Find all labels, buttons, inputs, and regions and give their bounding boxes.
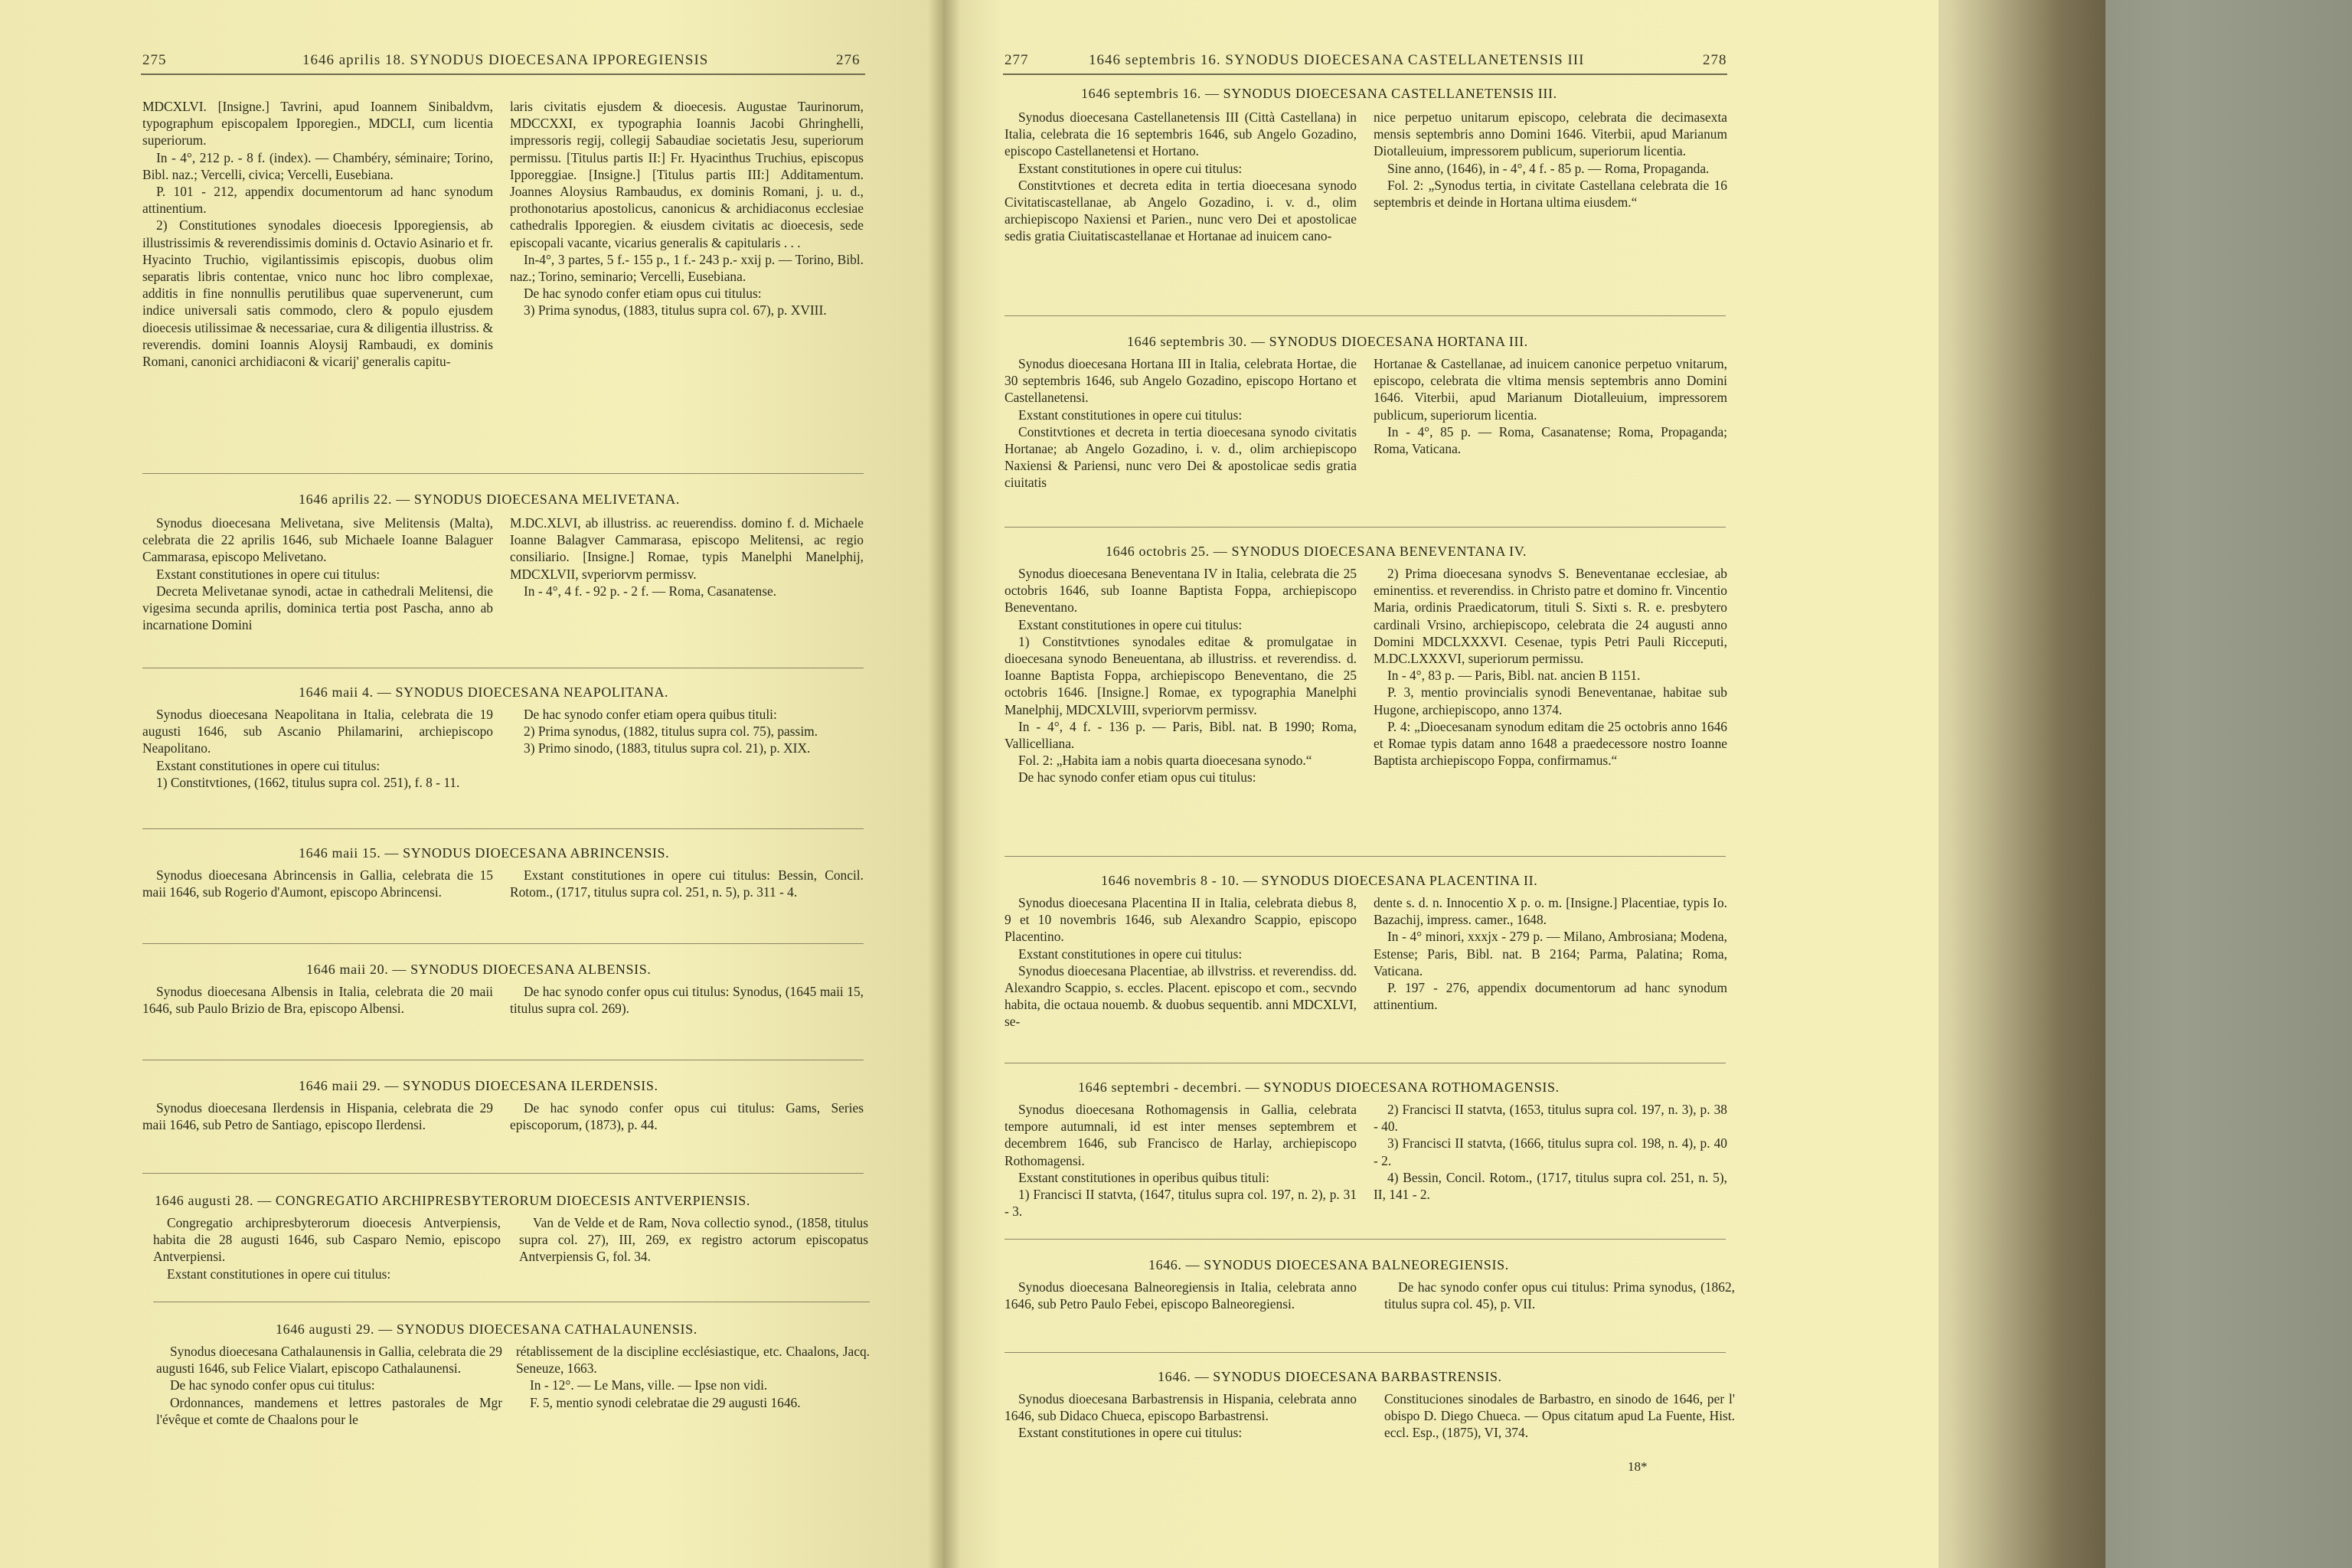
section-heading: 1646 novembris 8 - 10. — SYNODUS DIOECESANA PLACENTINA II.	[1101, 873, 1538, 888]
paragraph: P. 3, mentio provincialis synodi Beneventanae, habitae sub Hugone, archiepiscopo, anno 1374.	[1374, 684, 1727, 717]
section-column-1	[142, 867, 493, 900]
section-rule	[1004, 1352, 1726, 1353]
section-column-2	[510, 1099, 864, 1133]
section-rule	[1004, 527, 1726, 528]
section-column-2	[1374, 109, 1727, 211]
paragraph: Synodus dioecesana Abrincensis in Gallia, celebrata die 15 maii 1646, sub Rogerio d'Aumont, episcopo Abrincensi.	[142, 867, 493, 900]
paragraph: F. 5, mentio synodi celebratae die 29 augusti 1646.	[530, 1394, 801, 1410]
paragraph: 1) Constitvtiones synodales editae & promulgatae in dioecesana synodo Beneuentana, ab illustriss. et reverendiss. d. Ioanne Baptista Foppa, archiepiscopo Beneventano, die 25 octobris 1646. [Insigne.] Romae, ex typographia Manelphi Manelphij, MDCXLVIII, svperiorvm permissv.	[1004, 633, 1357, 717]
paragraph: Synodus dioecesana Ilerdensis in Hispania, celebrata die 29 maii 1646, sub Petro de Santiago, episcopo Ilerdensi.	[142, 1100, 493, 1133]
paragraph: Decreta Melivetanae synodi, actae in cathedrali Melitensi, die vigesima secunda aprilis, dominica tertia post Pascha, anno ab incarnatione Domini	[142, 583, 493, 633]
paragraph: P. 101 - 212, appendix documentorum ad hanc synodum attinentium.	[142, 184, 493, 217]
paragraph: 3) Francisci II statvta, (1666, titulus supra col. 198, n. 4), p. 40 - 2.	[1374, 1135, 1727, 1168]
paragraph: Fol. 2: „Habita iam a nobis quarta dioecesana synodo.“	[1018, 753, 1312, 769]
section-heading: 1646 maii 4. — SYNODUS DIOECESANA NEAPOLITANA.	[299, 684, 669, 700]
paragraph: In - 4°, 4 f. - 136 p. — Paris, Bibl. nat. B 1990; Roma, Vallicelliana.	[1004, 718, 1357, 752]
section-rule	[142, 1173, 864, 1174]
section-column-1	[1004, 355, 1357, 492]
paragraph: Synodus dioecesana Albensis in Italia, celebrata die 20 maii 1646, sub Paulo Brizio de Bra, episcopo Albensi.	[142, 984, 493, 1017]
paragraph: Exstant constitutiones in opere cui titulus:	[167, 1266, 391, 1282]
paragraph: In - 4°, 85 p. — Roma, Casanatense; Roma, Propaganda; Roma, Vaticana.	[1374, 423, 1727, 457]
section-column-2	[1384, 1390, 1735, 1442]
section-column-2	[510, 706, 864, 757]
intro-column-1	[142, 98, 493, 370]
section-column-2	[1374, 565, 1727, 769]
paragraph: Constitvtiones et decreta edita in tertia dioecesana synodo Civitatiscastellanae, ab Angelo Gozadino, i. v. d., olim archiepiscopo Naxiensi et Parien., nunc vero Dei et apostolicae sedis gratia Ciuitatiscastellanae et Hortanae ad inuicem cano-	[1004, 177, 1357, 244]
paragraph: Hortanae & Castellanae, ad inuicem canonice perpetuo vnitarum, episcopo, celebrata die vltima mensis septembris anno Domini 1646. Viterbii, apud Marianum Diotalleuium, impressorem publicum, superiorum licentia.	[1374, 356, 1727, 423]
paragraph: De hac synodo confer etiam opera quibus tituli:	[524, 707, 777, 722]
paragraph: Exstant constitutiones in opere cui titulus:	[1018, 616, 1243, 632]
section-column-1	[1004, 109, 1357, 245]
paragraph: De hac synodo confer opus cui titulus: Prima synodus, (1862, titulus supra col. 45), p. VII.	[1384, 1279, 1735, 1312]
paragraph: Synodus dioecesana Balneoregiensis in Italia, celebrata anno 1646, sub Petro Paulo Febei, episcopo Balneoregiensi.	[1004, 1279, 1357, 1312]
paragraph: MDCXLVI. [Insigne.] Tavrini, apud Ioannem Sinibaldvm, typographum episcopalem Ipporegien., MDCLI, cum licentia superiorum.	[142, 99, 493, 149]
paragraph: In - 4°, 4 f. - 92 p. - 2 f. — Roma, Casanatense.	[524, 583, 777, 599]
section-column-2	[519, 1214, 868, 1266]
section-column-2	[1374, 355, 1727, 457]
paragraph: Synodus dioecesana Beneventana IV in Italia, celebrata die 25 octobris 1646, sub Ioanne Baptista Foppa, archiepiscopo Beneventano.	[1004, 566, 1357, 616]
left-page	[0, 0, 943, 1568]
section-column-2	[1384, 1279, 1735, 1312]
section-column-2	[516, 1343, 870, 1411]
paragraph: Sine anno, (1646), in - 4°, 4 f. - 85 p. — Roma, Propaganda.	[1387, 160, 1710, 176]
paragraph: 3) Primo sinodo, (1883, titulus supra col. 21), p. XIX.	[524, 740, 811, 756]
page-number-275: 275	[142, 52, 167, 68]
section-column-2	[510, 514, 864, 599]
header-rule	[141, 74, 865, 75]
paragraph: Synodus dioecesana Neapolitana in Italia, celebrata die 19 augusti 1646, sub Ascanio Philamarini, archiepiscopo Neapolitano.	[142, 707, 493, 756]
paragraph: In - 12°. — Le Mans, ville. — Ipse non vidi.	[530, 1377, 768, 1393]
paragraph: 2) Prima dioecesana synodvs S. Beneventanae ecclesiae, ab eminentiss. et reverendiss. in Christo patre et domino fr. Vincentio Maria, ordinis Praedicatorum, tituli S. Sixti s. R. e. presbytero cardinali Vrsino, archiepiscopo, celebrata die 24 augusti anno Domini MDCLXXXVI. Cesenae, typis Petri Pauli Ricceputi, M.DC.LXXXVI, superiorum permissu.	[1374, 566, 1727, 667]
paragraph: 1) Constitvtiones, (1662, titulus supra col. 251), f. 8 - 11.	[156, 774, 460, 790]
section-heading: 1646 octobris 25. — SYNODUS DIOECESANA BENEVENTANA IV.	[1106, 544, 1527, 559]
paragraph: Synodus dioecesana Cathalaunensis in Gallia, celebrata die 29 augusti 1646, sub Felice Vialart, episcopo Cathalaunensi.	[156, 1344, 502, 1377]
paragraph: Constitvtiones et decreta in tertia dioecesana synodo civitatis Hortanae; ab Angelo Gozadino, i. v. d., olim archiepiscopo Naxiensi & Pariensi, nunc vero Dei & apostolicae sedis gratia ciuitatis	[1004, 423, 1357, 491]
section-column-1	[1004, 1279, 1357, 1312]
paragraph: dente s. d. n. Innocentio X p. o. m. [Insigne.] Placentiae, typis Io. Bazachij, impress. camer., 1648.	[1374, 895, 1727, 928]
paragraph: Synodus dioecesana Hortana III in Italia, celebrata Hortae, die 30 septembris 1646, sub Angelo Gozadino, episcopo Hortano et Castellanetensi.	[1004, 356, 1357, 406]
paragraph: 2) Constitutiones synodales dioecesis Ipporegiensis, ab illustrissimis & reverendissimis dominis d. Octavio Asinario et fr. Hyacinto Truchio, vigilantissimis episcopis, duobus olim separatis libris contentae, vnico nunc hoc libro complexae, additis in fine nonnullis perutilibus quae supervenerunt, cum indice universali satis commodo, clero & populo ejusdem dioecesis utilissimae & necessariae, cura & diligentia illustriss. & reverendis. domini Ioannis Aloysij Rambaudi, ex dominis Romani, canonici archidiaconi & vicarij' generalis capitu-	[142, 217, 493, 370]
section-heading: 1646 septembri - decembri. — SYNODUS DIOECESANA ROTHOMAGENSIS.	[1078, 1080, 1560, 1095]
section-heading: 1646 septembris 16. — SYNODUS DIOECESANA CASTELLANETENSIS III.	[1081, 86, 1557, 101]
section-rule	[1004, 315, 1726, 316]
signature-mark: 18*	[1628, 1459, 1648, 1474]
paragraph: rétablissement de la discipline ecclésiastique, etc. Chaalons, Jacq. Seneuze, 1663.	[516, 1344, 870, 1377]
paragraph: laris civitatis ejusdem & dioecesis. Augustae Taurinorum, MDCCXXI, ex typographia Ioannis Jacobi Ghringhelli, impressoris regij, collegij Sabaudiae societatis Jesu, superiorum permissu. [Titulus partis II:] Fr. Hyacinthus Truchius, episcopus Ipporeggiae. [Insigne.] [Titulus partis III:] Additamentum. Joannes Aloysius Rambaudus, ex dominis Romani, j. u. d., prothonotarius apostolicus, canonicus & archidiaconus ecclesiae cathedralis Ipporegien. & eiusdem civitatis ac dioecesis, sede episcopali vacante, vicarius generalis & capitularis . . .	[510, 99, 864, 250]
page-number-277: 277	[1004, 52, 1029, 68]
paragraph: Exstant constitutiones in opere cui titulus:	[1018, 946, 1243, 962]
section-column-1	[142, 1099, 493, 1133]
paragraph: Exstant constitutiones in opere cui titulus: Bessin, Concil. Rotom., (1717, titulus supra col. 251, n. 5), p. 311 - 4.	[510, 867, 864, 900]
paragraph: Synodus dioecesana Placentina II in Italia, celebrata diebus 8, 9 et 10 novembris 1646, sub Alexandro Scappio, episcopo Placentino.	[1004, 895, 1357, 945]
header-rule	[1003, 74, 1727, 75]
paragraph: M.DC.XLVI, ab illustriss. ac reuerendiss. domino f. d. Michaele Ioanne Balagver Cammarasa, episcopo Melitensi, ac regio consiliario. [Insigne.] Romae, typis Manelphi Manelphij, MDCXLVII, svperiorvm permissv.	[510, 515, 864, 582]
paragraph: Van de Velde et de Ram, Nova collectio synod., (1858, titulus supra col. 27), III, 269, ex registro actorum episcopatus Antverpiensis G, fol. 34.	[519, 1215, 868, 1265]
section-column-1	[1004, 1390, 1357, 1442]
section-column-1	[1004, 565, 1357, 786]
section-heading: 1646 augusti 29. — SYNODUS DIOECESANA CATHALAUNENSIS.	[276, 1321, 697, 1337]
paragraph: Exstant constitutiones in operibus quibus tituli:	[1018, 1169, 1269, 1185]
running-title-right: 1646 septembris 16. SYNODUS DIOECESANA CASTELLANETENSIS III	[1089, 52, 1585, 68]
section-rule	[142, 828, 864, 829]
section-heading: 1646 septembris 30. — SYNODUS DIOECESANA HORTANA III.	[1127, 334, 1528, 349]
paragraph: Ordonnances, mandemens et lettres pastorales de Mgr l'évêque et comte de Chaalons pour le	[156, 1394, 502, 1427]
paragraph: P. 4: „Dioecesanam synodum editam die 25 octobris anno 1646 et Romae typis datam anno 1648 a praedecessore nostro Ioanne Baptista archiepiscopo Foppa, confirmamus.“	[1374, 718, 1727, 769]
book-gutter	[928, 0, 960, 1568]
paragraph: Synodus dioecesana Placentiae, ab illvstriss. et reverendiss. dd. Alexandro Scappio, s. eccles. Placent. episcopo et com., secvndo habita, die octaua nouemb. & duobus sequentib. anni MDCXLVI, se-	[1004, 962, 1357, 1030]
paragraph: De hac synodo confer etiam opus cui titulus:	[1018, 769, 1256, 786]
intro-column-2	[510, 98, 864, 319]
section-heading: 1646. — SYNODUS DIOECESANA BARBASTRENSIS.	[1158, 1369, 1502, 1384]
section-rule	[1004, 856, 1726, 857]
paragraph: 1) Francisci II statvta, (1647, titulus supra col. 197, n. 2), p. 31 - 3.	[1004, 1187, 1357, 1220]
section-column-1	[142, 514, 493, 633]
section-heading: 1646. — SYNODUS DIOECESANA BALNEOREGIENSIS.	[1148, 1257, 1509, 1272]
section-heading: 1646 maii 29. — SYNODUS DIOECESANA ILERDENSIS.	[299, 1078, 658, 1093]
paragraph: P. 197 - 276, appendix documentorum ad hanc synodum attinentium.	[1374, 980, 1727, 1013]
paragraph: Exstant constitutiones in opere cui titulus:	[1018, 407, 1243, 423]
paragraph: Constituciones sinodales de Barbastro, en sinodo de 1646, per l' obispo D. Diego Chueca. — Opus citatum apud La Fuente, Hist. eccl. Esp., (1875), VI, 374.	[1384, 1391, 1735, 1441]
section-heading: 1646 aprilis 22. — SYNODUS DIOECESANA MELIVETANA.	[299, 492, 680, 507]
section-rule	[1004, 1239, 1726, 1240]
section-column-2	[510, 867, 864, 900]
section-column-1	[156, 1343, 502, 1428]
section-column-1	[153, 1214, 501, 1282]
paragraph: Exstant constitutiones in opere cui titulus:	[156, 757, 381, 773]
paragraph: In - 4° minori, xxxjx - 279 p. — Milano, Ambrosiana; Modena, Estense; Paris, Bibl. nat. B 2164; Parma, Palatina; Roma, Vaticana.	[1374, 929, 1727, 978]
section-heading: 1646 augusti 28. — CONGREGATIO ARCHIPRESBYTERORUM DIOECESIS ANTVERPIENSIS.	[155, 1193, 750, 1208]
section-column-1	[1004, 1101, 1357, 1220]
right-page	[943, 0, 1939, 1568]
page-number-276: 276	[836, 52, 861, 68]
page-number-278: 278	[1703, 52, 1727, 68]
paragraph: In - 4°, 212 p. - 8 f. (index). — Chambéry, séminaire; Torino, Bibl. naz.; Vercelli, civica; Vercelli, Eusebiana.	[142, 149, 493, 182]
section-column-2	[1374, 894, 1727, 1013]
section-column-1	[142, 983, 493, 1017]
section-rule	[142, 943, 864, 944]
section-heading: 1646 maii 20. — SYNODUS DIOECESANA ALBENSIS.	[306, 962, 652, 977]
paragraph: 2) Prima synodus, (1882, titulus supra col. 75), passim.	[524, 724, 818, 740]
section-column-2	[510, 983, 864, 1017]
paragraph: In-4°, 3 partes, 5 f.- 155 p., 1 f.- 243 p.- xxij p. — Torino, Bibl. naz.; Torino, seminario; Vercelli, Eusebiana.	[510, 251, 864, 285]
paragraph: Fol. 2: „Synodus tertia, in civitate Castellana celebrata die 16 septembris et deinde in Hortana ultima eiusdem.“	[1374, 177, 1727, 211]
paragraph: Synodus dioecesana Barbastrensis in Hispania, celebrata anno 1646, sub Didaco Chueca, episcopo Barbastrensi.	[1004, 1391, 1357, 1424]
paragraph: Exstant constitutiones in opere cui titulus:	[1018, 160, 1243, 176]
paragraph: nice perpetuo unitarum episcopo, celebrata die decimasexta mensis septembris anno Domini 1646. Viterbii, apud Marianum Diotalleuium, impressorem publicum, superiorum licentia.	[1374, 109, 1727, 159]
section-heading: 1646 maii 15. — SYNODUS DIOECESANA ABRINCENSIS.	[299, 845, 670, 861]
paragraph: Synodus dioecesana Melivetana, sive Melitensis (Malta), celebrata die 22 aprilis 1646, sub Michaele Ioanne Balaguer Cammarasa, episcopo Melivetano.	[142, 515, 493, 565]
paragraph: In - 4°, 83 p. — Paris, Bibl. nat. ancien B 1151.	[1387, 668, 1641, 684]
section-column-2	[1374, 1101, 1727, 1203]
paragraph: De hac synodo confer opus cui titulus:	[170, 1377, 375, 1393]
paragraph: Synodus dioecesana Castellanetensis III (Città Castellana) in Italia, celebrata die 16 septembris 1646, sub Angelo Gozadino, episcopo Castellanetensi et Hortano.	[1004, 109, 1357, 159]
paragraph: De hac synodo confer opus cui titulus: Synodus, (1645 maii 15, titulus supra col. 269).	[510, 984, 864, 1017]
running-title-left: 1646 aprilis 18. SYNODUS DIOECESANA IPPOREGIENSIS	[302, 52, 709, 68]
paragraph: Congregatio archipresbyterorum dioecesis Antverpiensis, habita die 28 augusti 1646, sub Casparo Nemio, episcopo Antverpiensi.	[153, 1215, 501, 1265]
paragraph: De hac synodo confer opus cui titulus: Gams, Series episcoporum, (1873), p. 44.	[510, 1100, 864, 1133]
paragraph: 4) Bessin, Concil. Rotom., (1717, titulus supra col. 251, n. 5), II, 141 - 2.	[1374, 1169, 1727, 1203]
paragraph: 2) Francisci II statvta, (1653, titulus supra col. 197, n. 3), p. 38 - 40.	[1374, 1102, 1727, 1135]
section-column-1	[142, 706, 493, 791]
paragraph: Exstant constitutiones in opere cui titulus:	[1018, 1425, 1243, 1441]
paragraph: Exstant constitutiones in opere cui titulus:	[156, 566, 381, 582]
section-rule	[142, 473, 864, 474]
paragraph: 3) Prima synodus, (1883, titulus supra col. 67), p. XVIII.	[524, 302, 827, 318]
section-column-1	[1004, 894, 1357, 1031]
paragraph: Synodus dioecesana Rothomagensis in Gallia, celebrata tempore autumnali, id est inter menses septembrem et decembrem 1646, sub Francisco de Harlay, archiepiscopo Rothomagensi.	[1004, 1102, 1357, 1168]
paragraph: De hac synodo confer etiam opus cui titulus:	[524, 286, 762, 302]
